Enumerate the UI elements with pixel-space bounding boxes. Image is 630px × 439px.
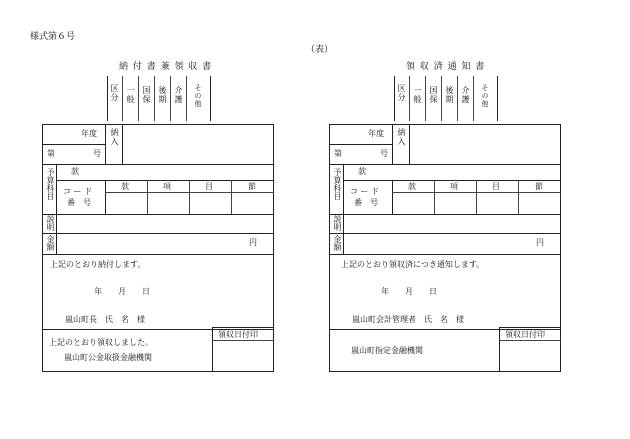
left-yen: 円 bbox=[249, 238, 257, 247]
right-category-label: 区分 bbox=[397, 84, 406, 102]
left-category-kouki: 後期 bbox=[158, 86, 167, 104]
right-category-kouki: 後期 bbox=[445, 86, 454, 104]
left-explanation-label: 説明 bbox=[46, 215, 55, 231]
left-statement: 上記のとおり納付します。 bbox=[50, 260, 146, 269]
left-title: 納 付 書 兼 領 収 書 bbox=[119, 62, 213, 72]
left-col-kan: 款 bbox=[121, 182, 129, 191]
right-col-setsu: 節 bbox=[535, 182, 543, 191]
left-receipt-statement: 上記のとおり領収しました。 bbox=[49, 338, 153, 347]
right-receipt-institution: 嵐山町指定金融機関 bbox=[351, 346, 423, 355]
right-code-label-b: 番 号 bbox=[354, 198, 378, 207]
left-signer: 嵐山町長 氏 名 様 bbox=[65, 315, 145, 324]
left-year-label: 年度 bbox=[81, 129, 97, 138]
right-number-label-a: 第 bbox=[334, 149, 342, 158]
left-category-ippan: 一般 bbox=[126, 86, 135, 104]
right-stamp-label: 領収日付印 bbox=[505, 330, 545, 339]
right-category-other: その他 bbox=[481, 84, 489, 108]
left-date-line: 年 月 日 bbox=[94, 287, 150, 296]
left-number-label-b: 号 bbox=[93, 149, 101, 158]
right-col-moku: 目 bbox=[492, 182, 500, 191]
form-number: 様式第６号 bbox=[30, 32, 76, 42]
left-col-setsu: 節 bbox=[248, 182, 256, 191]
left-payment-label: 納入 bbox=[110, 128, 119, 146]
left-code-label-a: コ ー ド bbox=[63, 187, 93, 196]
right-budget-label: 予算科目 bbox=[333, 168, 342, 200]
right-col-kou: 項 bbox=[450, 182, 458, 191]
right-category-ippan: 一般 bbox=[413, 86, 422, 104]
right-signer: 嵐山町会計管理者 氏 名 様 bbox=[352, 315, 464, 324]
right-year-label: 年度 bbox=[368, 129, 384, 138]
left-category-kaigo: 介護 bbox=[174, 86, 183, 104]
right-yen: 円 bbox=[536, 238, 544, 247]
left-receipt-institution: 嵐山町公金取扱金融機関 bbox=[64, 353, 152, 362]
side-label: （表） bbox=[306, 45, 334, 55]
right-col-kan: 款 bbox=[408, 182, 416, 191]
left-col-kou: 項 bbox=[163, 182, 171, 191]
left-category-kokuho: 国保 bbox=[142, 86, 151, 104]
left-stamp-label: 領収日付印 bbox=[218, 330, 258, 339]
left-kan-label: 款 bbox=[71, 167, 79, 176]
right-category-kaigo: 介護 bbox=[461, 86, 470, 104]
right-payment-label: 納入 bbox=[397, 128, 406, 146]
left-category-label: 区分 bbox=[110, 84, 119, 102]
right-kan-label: 款 bbox=[358, 167, 366, 176]
left-category-other: その他 bbox=[194, 84, 202, 108]
right-title: 領 収 済 通 知 書 bbox=[406, 62, 486, 72]
right-date-line: 年 月 日 bbox=[381, 287, 437, 296]
right-explanation-label: 説明 bbox=[333, 215, 342, 231]
left-code-label-b: 番 号 bbox=[67, 198, 91, 207]
right-code-label-a: コ ー ド bbox=[350, 187, 380, 196]
left-number-label-a: 第 bbox=[47, 149, 55, 158]
left-col-moku: 目 bbox=[205, 182, 213, 191]
left-amount-label: 金額 bbox=[46, 235, 55, 251]
right-number-label-b: 号 bbox=[380, 149, 388, 158]
right-statement: 上記のとおり領収済につき通知します。 bbox=[341, 260, 485, 269]
right-category-kokuho: 国保 bbox=[429, 86, 438, 104]
right-amount-label: 金額 bbox=[333, 235, 342, 251]
left-budget-label: 予算科目 bbox=[46, 168, 55, 200]
